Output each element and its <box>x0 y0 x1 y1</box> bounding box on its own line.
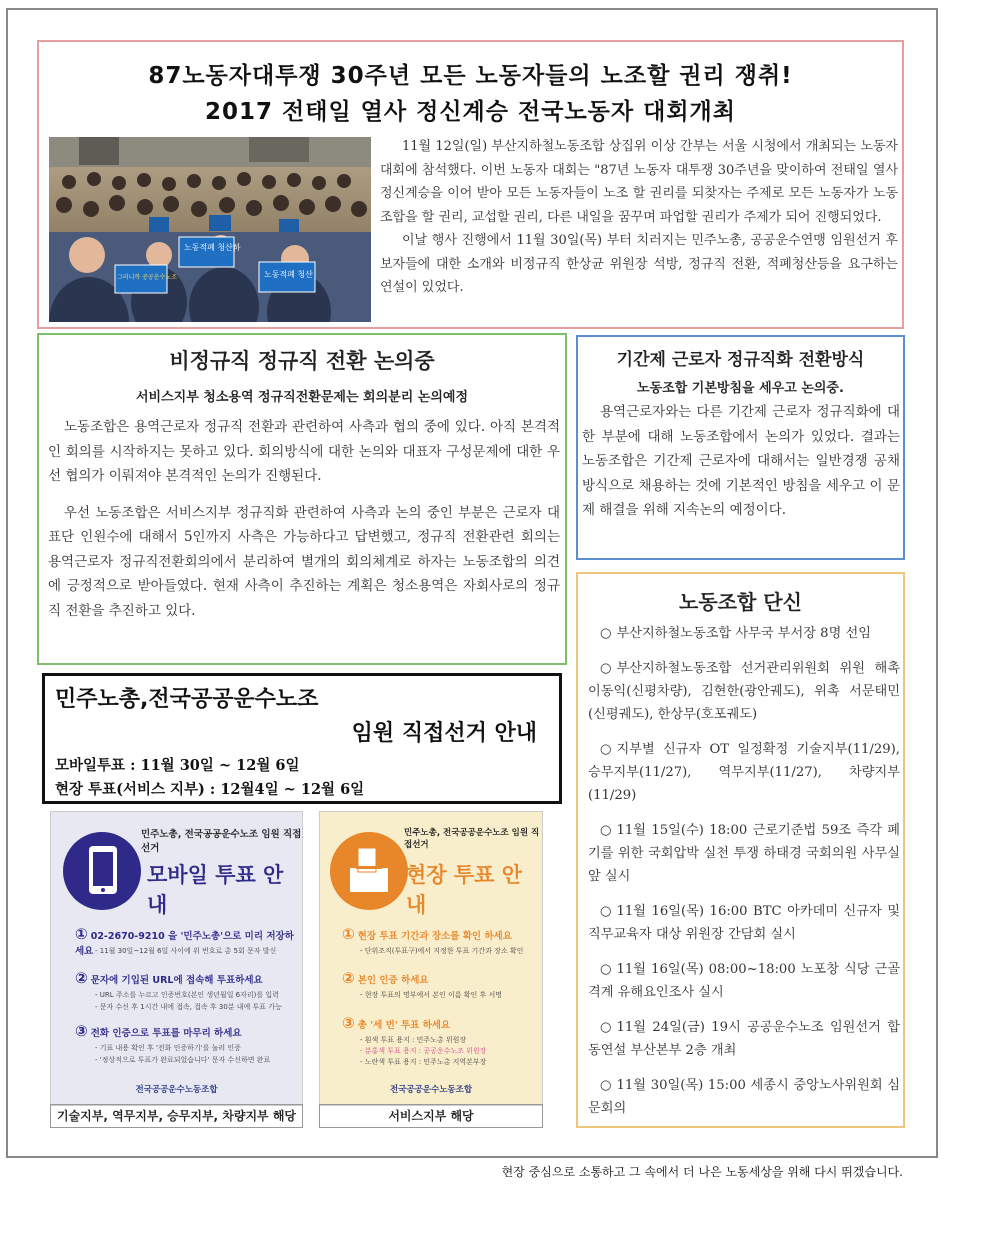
step-number: ① <box>342 925 355 943</box>
step-1-note-1: - 단위조직(투표구)에서 지정한 투표 기간과 장소 확인 <box>360 947 524 955</box>
news-item <box>588 1074 900 1120</box>
conversion-subtitle: 서비스지부 청소용역 정규직전환문제는 회의분리 논의예정 <box>135 390 469 405</box>
union-logo: 전국공공운수노동조합 <box>389 1085 473 1095</box>
news-item-text: 11월 16일(목) 16:00 BTC 아카데미 신규자 및 직무교육자 대상 위원장 간담회 실시 <box>588 904 900 942</box>
onsite-vote-period: 현장 투표(서비스 지부) : 12월4일 ~ 12월 6일 <box>55 781 365 798</box>
step-3-note-2: - '정상적으로 투표가 완료되었습니다' 문자 수신하면 완료 <box>95 1056 271 1064</box>
onsite-vote-poster <box>319 811 543 1106</box>
conversion-body <box>48 415 560 623</box>
onsite-poster-caption: 서비스지부 해당 <box>319 1104 543 1128</box>
contract-subtitle: 노동조합 기본방침을 세우고 논의중. <box>637 381 844 396</box>
mobile-poster-caption: 기술지부, 역무지부, 승무지부, 차량지부 해당 <box>50 1104 303 1128</box>
news-item <box>588 958 900 1004</box>
news-item <box>588 738 900 807</box>
contract-title: 기간제 근로자 정규직화 전환방식 <box>616 350 865 370</box>
headline-subtitle: 2017 전태일 열사 정신계승 전국노동자 대회개최 <box>205 99 736 125</box>
mobile-vote-poster <box>50 811 303 1106</box>
poster-header: 민주노총, 전국공공운수노조 임원 직접선거 <box>404 828 540 850</box>
bullet-icon: ○ <box>600 1020 612 1035</box>
conversion-paragraph-1: 노동조합은 용역근로자 정규직 전환과 관련하여 사측과 협의 중에 있다. 아직 본격적인 회의를 시작하지는 못하고 있다. 회의방식에 대한 논의와 대표자 구성문제에 대한 우선 협의가 이뤄져야 본격적인 논의가 진행된다. <box>48 419 560 484</box>
bullet-icon: ○ <box>600 823 612 838</box>
bullet-icon: ○ <box>600 1078 612 1093</box>
step-text: 02-2670-9210 을 '민주노총'으로 미리 저장하세요 <box>75 931 294 957</box>
news-title: 노동조합 단신 <box>679 590 802 614</box>
election-notice <box>42 673 562 804</box>
step-text: 전화 인증으로 투표를 마무리 하세요 <box>90 1028 242 1039</box>
news-item <box>588 819 900 888</box>
poster-title: 모바일 투표 안내 <box>147 863 284 917</box>
mobile-vote-period: 모바일투표 : 11월 30일 ~ 12월 6일 <box>55 757 300 774</box>
news-item <box>588 1016 900 1062</box>
contract-article <box>576 335 905 560</box>
step-number: ② <box>342 969 355 987</box>
conversion-article <box>37 333 567 665</box>
headline-paragraph-2: 이날 행사 진행에서 11월 30일(목) 부터 치러지는 민주노총, 공공운수연맹 임원선거 후보자들에 대한 소개와 비정규직 한상균 위원장 석방, 정규직 전환, 적폐청산등을 요구하는 연설이 있었다. <box>380 233 898 295</box>
news-item <box>588 622 900 645</box>
poster-header: 민주노총, 전국공공운수노조 임원 직접선거 <box>141 829 302 854</box>
rally-photo-illustration <box>49 137 371 322</box>
conversion-paragraph-2: 우선 노동조합은 서비스지부 정규직화 관련하여 사측과 논의 중인 부분은 근로자 대표단 인원수에 대해서 5인까지 사측은 가능하다고 답변했고, 정규직 전환관련 회의는 용역근로자 정규직전환회의에서 분리하여 별개의 회의체계로 하자는 노동조합의 의견에 긍정적으로 받아들였다. 현재 사측이 추진하는 계획은 청소용역은 자회사로의 정규직 전환을 추진하고 있다. <box>48 504 560 619</box>
news-item-text: 부산지하철노동조합 사무국 부서장 8명 선임 <box>616 626 871 641</box>
contract-body <box>582 400 900 523</box>
headline-paragraph-1: 11월 12일(일) 부산지하철노동조합 상집위 이상 간부는 서울 시청에서 개최되는 노동자대회에 참석했다. 이번 노동자 대회는 "87년 노동자 대투쟁 30주년을 맞이하여 전태일 열사 정신계승을 이어 받아 모든 노동자들이 노조 할 권리를 되찾자는 주제로 모든 노동자가 노동조합을 할 권리, 교섭할 권리, 다른 내일을 꿈꾸며 파업할 권리가 주제가 되어 진행되었다. <box>380 139 898 225</box>
poster-step-3 <box>342 1014 450 1032</box>
bullet-icon: ○ <box>600 904 612 919</box>
photo-sign-2: 노동적폐 청산 <box>264 270 313 279</box>
headline-title: 87노동자대투쟁 30주년 모든 노동자들의 노조할 권리 쟁취! <box>148 63 793 89</box>
step-number: ③ <box>75 1022 88 1040</box>
news-item-text: 11월 30일(목) 15:00 세종시 중앙노사위원회 심문회의 <box>588 1078 900 1116</box>
ballot-box-icon <box>330 832 408 910</box>
bullet-icon: ○ <box>600 626 612 641</box>
photo-sign-1: 노동적폐 청산하 <box>184 243 241 252</box>
news-list <box>588 622 900 1132</box>
news-item-text: 11월 16일(목) 08:00~18:00 노포창 식당 근골격계 유해요인조사 실시 <box>588 962 900 1000</box>
news-item-text: 지부별 신규자 OT 일정확정 기술지부(11/29), 승무지부(11/27), 역무지부(11/27), 차량지부(11/29) <box>588 742 900 803</box>
rally-photo <box>49 137 371 322</box>
poster-step-2 <box>75 969 263 987</box>
poster-step-3 <box>75 1022 242 1040</box>
union-news <box>576 572 905 1128</box>
step-3-note-1: - 흰색 투표 용지 : 민주노총 위원장 <box>360 1036 467 1044</box>
bullet-icon: ○ <box>600 742 612 757</box>
conversion-title: 비정규직 정규직 전환 논의중 <box>169 349 435 373</box>
bullet-icon: ○ <box>600 962 612 977</box>
phone-graphic <box>63 832 141 910</box>
step-text: 총 '세 번' 투표 하세요 <box>357 1020 451 1031</box>
footer-slogan: 현장 중심으로 소통하고 그 속에서 더 나은 노동세상을 위해 다시 뛰겠습니다. <box>501 1165 903 1179</box>
contract-paragraph: 용역근로자와는 다른 기간제 근로자 정규직화에 대한 부분에 대해 노동조합에서 논의가 있었다. 결과는 노동조합은 기간제 근로자에 대해서는 일반경쟁 공채방식으로 채용하는 것에 기본적인 방침을 세우고 이 문제 해결을 위해 지속논의 예정이다. <box>582 404 900 518</box>
step-3-note-3: - 노란색 투표 용지 : 민주노총 지역본부장 <box>360 1058 487 1066</box>
step-text: 본인 인증 하세요 <box>357 975 429 986</box>
step-1-note-1: - 11월 30일~12월 6일 사이에 위 번호로 총 5회 문자 발신 <box>95 947 277 955</box>
news-item-text: 11월 24일(금) 19시 공공운수노조 임원선거 합동연설 부산본부 2층 개최 <box>588 1020 900 1058</box>
poster-title: 현장 투표 안내 <box>406 863 523 917</box>
step-number: ① <box>75 925 88 943</box>
headline-body <box>380 135 898 300</box>
step-2-note-1: - URL 주소를 누르고 인증번호(본인 생년월일 6자리)를 입력 <box>95 991 279 999</box>
step-number: ② <box>75 969 88 987</box>
union-logo: 전국공공운수노동조합 <box>135 1085 218 1095</box>
election-title-2: 임원 직접선거 안내 <box>351 721 537 746</box>
phone-icon <box>63 832 141 910</box>
step-2-note-2: - 문자 수신 후 1시간 내에 접속, 접속 후 30분 내에 투표 가능 <box>95 1003 282 1011</box>
election-title-1: 민주노총,전국공공운수노조 <box>55 687 319 712</box>
poster-step-1 <box>342 925 512 943</box>
step-text: 문자에 기입된 URL에 접속해 투표하세요 <box>90 975 263 986</box>
headline-article <box>37 40 904 329</box>
step-text: 현장 투표 기간과 장소를 확인 하세요 <box>357 931 512 942</box>
step-number: ③ <box>342 1014 355 1032</box>
news-item-text: 부산지하철노동조합 선거관리위원회 위원 해촉 이동익(신평차량), 김현한(광안궤도), 위촉 서문태민(신평궤도), 한상무(호포궤도) <box>588 661 900 722</box>
news-item <box>588 657 900 726</box>
photo-sign-3: 그러니까 공공운수노조 <box>117 274 177 281</box>
poster-step-2 <box>342 969 429 987</box>
news-item <box>588 900 900 946</box>
bullet-icon: ○ <box>600 661 612 676</box>
news-item-text: 11월 15일(수) 18:00 근로기준법 59조 즉각 폐기를 위한 국회압박 실천 투쟁 하태경 국회의원 사무실 앞 실시 <box>588 823 900 884</box>
step-3-note-1: - 기표 내용 확인 후 '전화 인증하기'를 눌러 인증 <box>95 1044 241 1052</box>
ballot-box-graphic <box>330 832 408 910</box>
step-3-note-2: - 분홍색 투표 용지 : 공공운수노조 위원장 <box>360 1047 487 1055</box>
step-2-note-1: - 현장 투표의 명부에서 본인 이름 확인 후 서명 <box>360 991 503 999</box>
